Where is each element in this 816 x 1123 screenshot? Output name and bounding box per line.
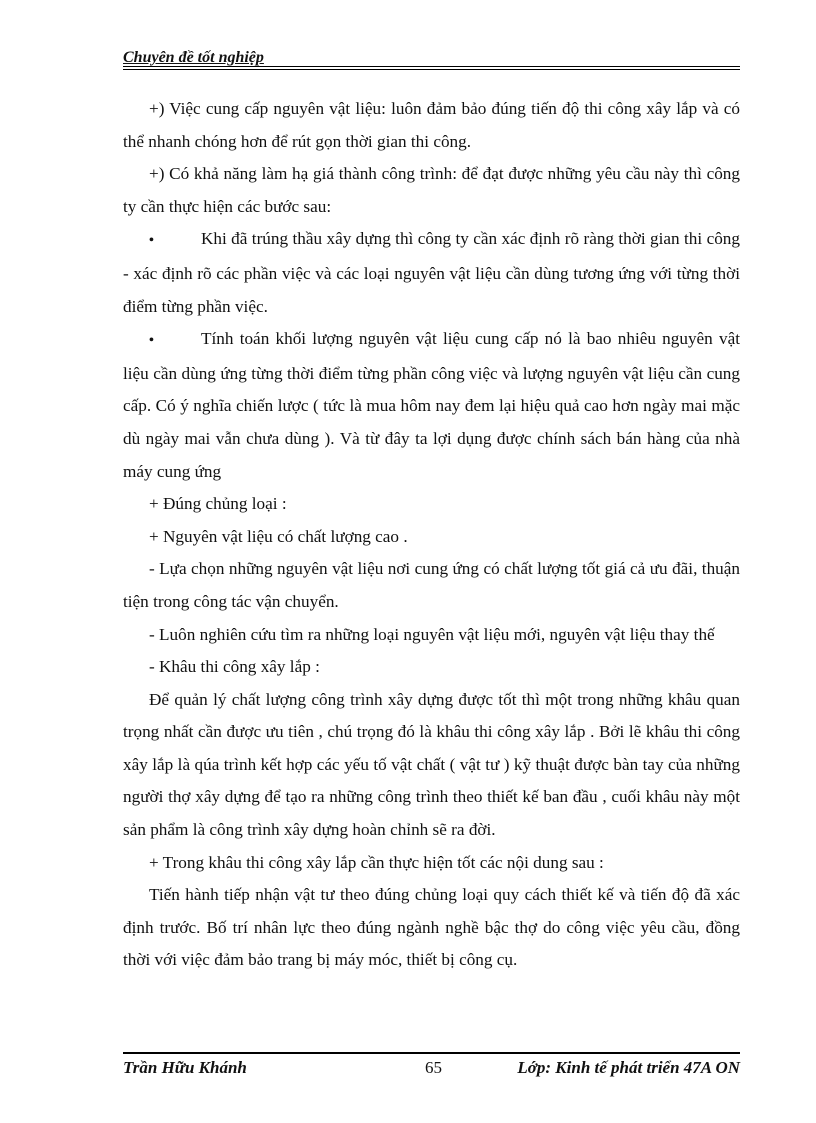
paragraph: +) Có khả năng làm hạ giá thành công trình: để đạt được những yêu cầu này thì công ty cần thực hiện các bước sau: [123, 164, 740, 216]
bullet-paragraph [123, 223, 740, 323]
bullet-text: Tính toán khối lượng nguyên vật liệu cung cấp nó là bao nhiêu nguyên vật liệu cần dùng ứng từng thời điểm từng phần công việc và lượng nguyên vật liệu cần cung cấp. Có ý nghĩa chiến lược ( tức là mua hôm nay đem lại hiệu quả cao hơn ngày mai mặc dù ngày mai vẫn chưa dùng ). Và từ đây ta lợi dụng được chính sách bán hàng của nhà máy cung ứng [123, 329, 740, 481]
footer-author: Trần Hữu Khánh [123, 1058, 247, 1077]
footer-rule [123, 1052, 740, 1054]
paragraph: + Nguyên vật liệu có chất lượng cao . [149, 526, 408, 546]
paragraph: Tiến hành tiếp nhận vật tư theo đúng chủng loại quy cách thiết kế và tiến độ đã xác định trước. Bố trí nhân lực theo đúng ngành nghề bậc thợ do công việc yêu cầu, đồng thời với việc đảm bảo trang bị máy móc, thiết bị công cụ. [123, 885, 740, 970]
bullet-icon: • [149, 333, 154, 349]
footer-class: Lớp: Kinh tế phát triển 47A ON [517, 1058, 740, 1077]
paragraph: - Khâu thi công xây lắp : [149, 657, 320, 677]
bullet-icon: • [149, 233, 154, 249]
header-rule [123, 66, 740, 67]
header-title: Chuyên đề tốt nghiệp [123, 49, 264, 66]
bullet-text: Khi đã trúng thầu xây dựng thì công ty cần xác định rõ ràng thời gian thi công - xác định rõ các phần việc và các loại nguyên vật liệu cần dùng tương ứng với từng thời điểm từng phần việc. [123, 229, 740, 316]
paragraph: + Trong khâu thi công xây lắp cần thực hiện tốt các nội dung sau : [149, 852, 604, 872]
page-footer [123, 1058, 740, 1082]
header-rule-double [123, 69, 740, 70]
paragraph: + Đúng chủng loại : [149, 494, 287, 514]
paragraph: +) Việc cung cấp nguyên vật liệu: luôn đảm bảo đúng tiến độ thi công xây lắp và có thể nhanh chóng hơn để rút gọn thời gian thi công. [123, 99, 740, 151]
paragraph: - Luôn nghiên cứu tìm ra những loại nguyên vật liệu mới, nguyên vật liệu thay thế [149, 624, 715, 644]
bullet-paragraph [123, 323, 740, 488]
paragraph: - Lựa chọn những nguyên vật liệu nơi cung ứng có chất lượng tốt giá cả ưu đãi, thuận tiện trong công tác vận chuyển. [123, 559, 740, 611]
page-number: 65 [425, 1058, 442, 1077]
paragraph: Để quản lý chất lượng công trình xây dựng được tốt thì một trong những khâu quan trọng nhất cần được ưu tiên , chú trọng đó là khâu thi công xây lắp . Bởi lẽ khâu thi công xây lắp là qúa trình kết hợp các yếu tố vật chất ( vật tư ) kỹ thuật được bàn tay của những người thợ xây dựng để tạo ra những công trình theo thiết kế ban đầu , cuối khâu này một sản phẩm là công trình xây dựng hoàn chỉnh sẽ ra đời. [123, 689, 740, 840]
document-body [123, 93, 740, 977]
